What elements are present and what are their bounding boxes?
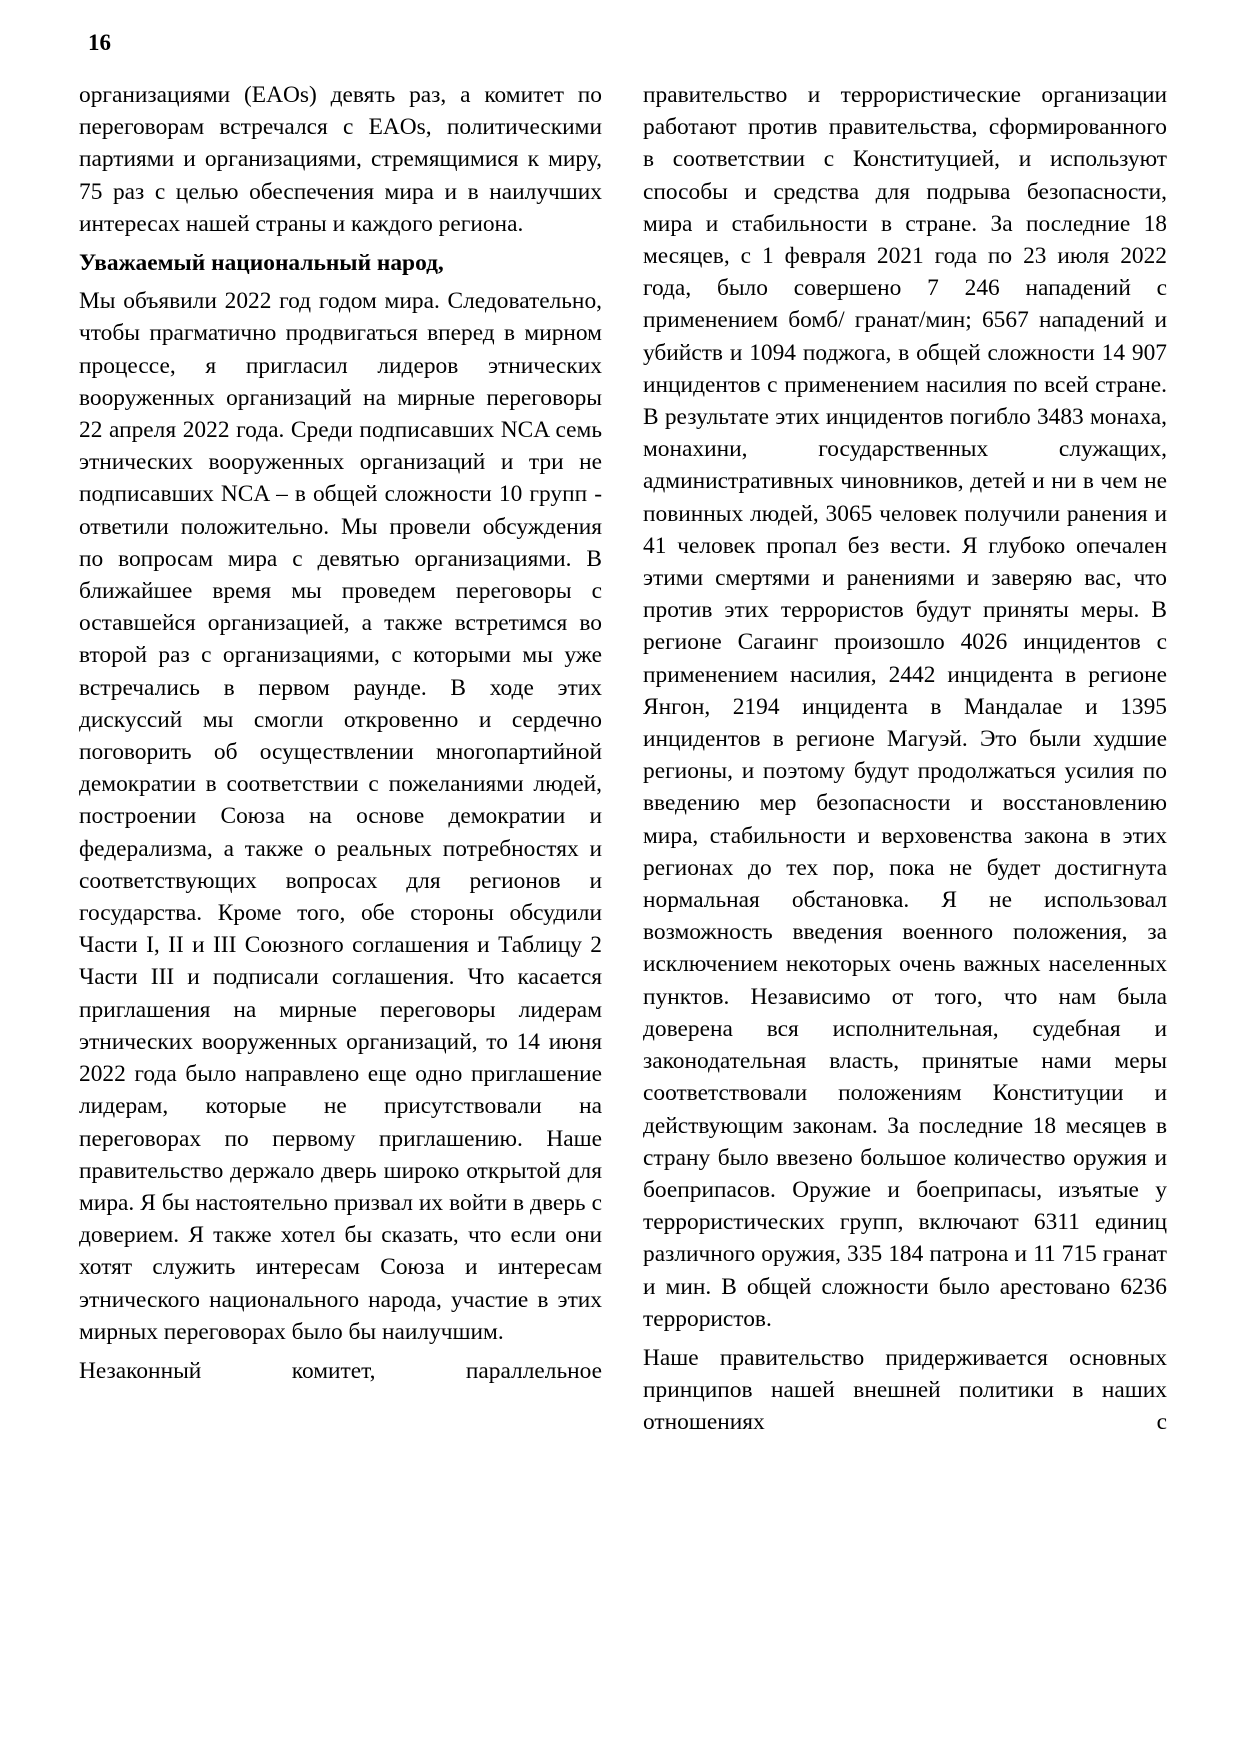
left-paragraph-3: Незаконный комитет, параллельное [79,1357,602,1384]
right-column [643,79,1167,1446]
left-paragraph-2: Мы объявили 2022 год годом мира. Следовательно, чтобы прагматично продвигаться вперед в мирном процессе, я пригласил лидеров этнических вооруженных организаций на мирные переговоры 22 апреля 2022 года. Среди подписавших NCA семь этнических вооруженных организаций и три не подписавших NCA – в общей сложности 10 групп - ответили положительно. Мы провели обсуждения по вопросам мира с девятью организациями. В ближайшее время мы проведем переговоры с оставшейся организацией, а также встретимся во второй раз с организациями, с которыми мы уже встречались в первом раунде. В ходе этих дискуссий мы смогли откровенно и сердечно поговорить об осуществлении многопартийной демократии в соответствии с пожеланиями людей, построении Союза на основе демократии и федерализма, а также о реальных потребностях и соответствующих вопросах для регионов и государства. Кроме того, обе стороны обсудили Части I, II и III Союзного соглашения и Таблицу 2 Части III и подписали соглашения. Что касается приглашения на мирные переговоры лидерам этнических вооруженных организаций, то 14 июня 2022 года было направлено еще одно приглашение лидерам, которые не присутствовали на переговорах по первому приглашению. Наше правительство держало дверь широко открытой для мира. Я бы настоятельно призвал их войти в дверь с доверием. Я также хотел бы сказать, что если они хотят служить интересам Союза и интересам этнического национального народа, участие в этих мирных переговорах было бы наилучшим. [79,288,602,1345]
right-paragraph-2: Наше правительство придерживается основных принципов нашей внешней политики в наших отношениях с [643,1344,1167,1436]
right-paragraph-1: правительство и террористические организации работают против правительства, сформированного в соответствии с Конституцией, и используют способы и средства для подрыва безопасности, мира и стабильности в стране. За последние 18 месяцев, с 1 февраля 2021 года по 23 июля 2022 года, было совершено 7 246 нападений с применением бомб/ гранат/мин; 6567 нападений и убийств и 1094 поджога, в общей сложности 14 907 инцидентов с применением насилия по всей стране. В результате этих инцидентов погибло 3483 монаха, монахини, государственных служащих, административных чиновников, детей и ни в чем не повинных людей, 3065 человек получили ранения и 41 человек пропал без вести. Я глубоко опечален этими смертями и ранениями и заверяю вас, что против этих террористов будут приняты меры. В регионе Сагаинг произошло 4026 инцидентов с применением насилия, 2442 инцидента в регионе Янгон, 2194 инцидента в Мандалае и 1395 инцидентов в регионе Магуэй. Это были худшие регионы, и поэтому будут продолжаться усилия по введению мер безопасности и восстановлению мира, стабильности и верховенства закона в этих регионах до тех пор, пока не будет достигнута нормальная обстановка. Я не использовал возможность введения военного положения, за исключением некоторых очень важных населенных пунктов. Независимо от того, что нам была доверена вся исполнительная, судебная и законодательная власть, принятые нами меры соответствовали положениям Конституции и действующим законам. За последние 18 месяцев в страну было ввезено большое количество оружия и боеприпасов. Оружие и боеприпасы, изъятые у террористических групп, включают 6311 единиц различного оружия, 335 184 патрона и 11 715 гранат и мин. В общей сложности было арестовано 6236 террористов. [643,82,1167,1332]
section-heading: Уважаемый национальный народ, [79,250,444,277]
left-paragraph-1: организациями (EAOs) девять раз, а комитет по переговорам встречался с EAOs, политическими партиями и организациями, стремящимися к миру, 75 раз с целью обеспечения мира и в наилучших интересах нашей страны и каждого региона. [79,82,602,237]
left-column [79,79,602,1394]
page-number: 16 [88,30,111,55]
